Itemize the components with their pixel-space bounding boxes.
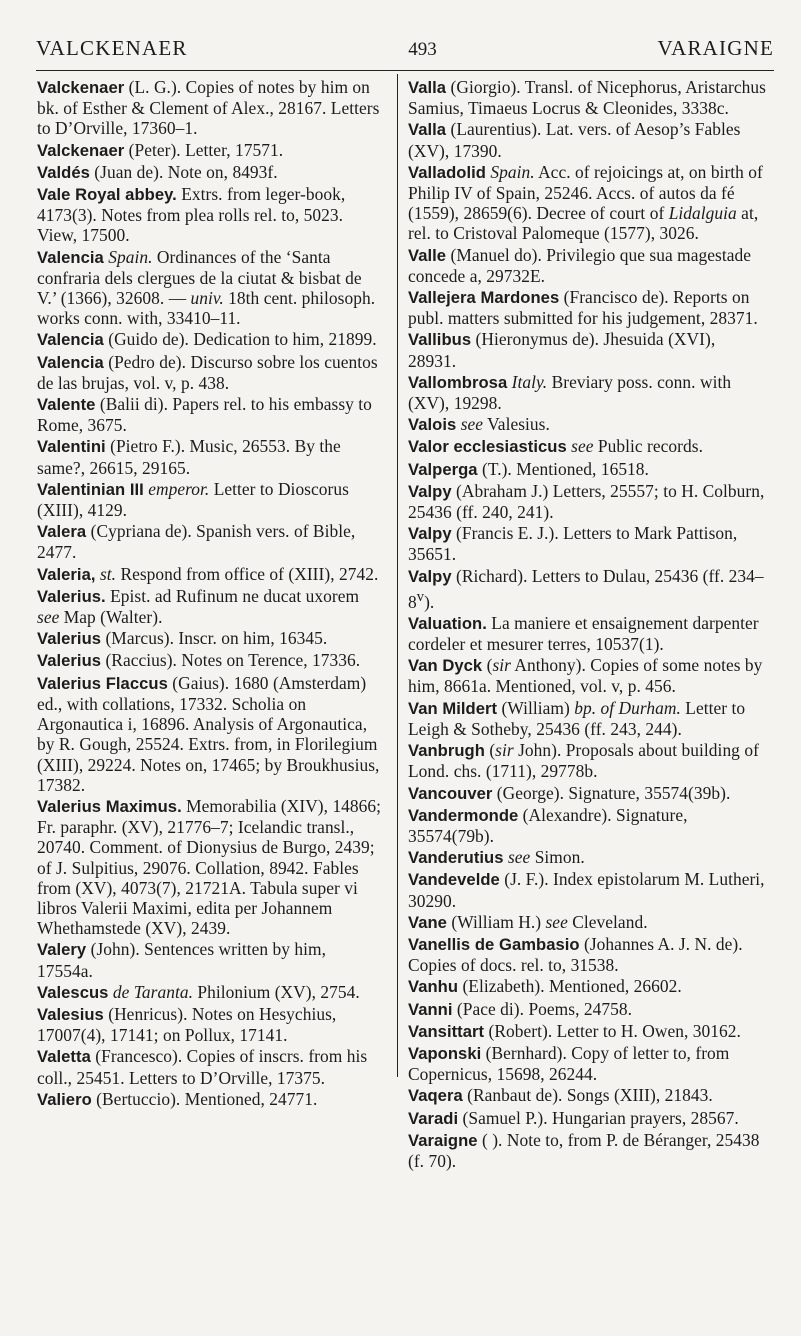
entry-headword: Valente: [37, 395, 96, 415]
entry-text: ( ). Note to, from P. de Béranger, 25438 (f. 70).: [408, 1129, 760, 1171]
entry-headword: Valckenaer: [37, 140, 125, 160]
entry-text: (Richard). Letters to Dulau, 25436 (ff. 234–8: [408, 565, 764, 612]
index-entry: [37, 628, 385, 649]
entry-headword: Valladolid: [408, 162, 486, 182]
entry-text: John). Proposals about building of Lond. chs. (1711), 29778b.: [408, 740, 759, 782]
index-entry: [37, 436, 385, 477]
entry-text: at, rel. to Cristoval Palomeque (1577), 3026.: [408, 203, 759, 244]
index-entry: [408, 329, 766, 370]
entry-text: (Samuel P.). Hungarian prayers, 28567.: [458, 1107, 739, 1128]
entry-headword: Van Dyck: [408, 656, 483, 676]
index-entry: [37, 673, 385, 795]
entry-text: emperor.: [148, 478, 210, 499]
index-entry: [408, 976, 766, 997]
entry-headword: Valpy: [408, 524, 452, 544]
header-right-word: VARAIGNE: [657, 36, 774, 60]
index-entry: [408, 847, 766, 868]
entry-text: (Giorgio). Transl. of Nicephorus, Aristarchus Samius, Timaeus Locrus & Cleonides, 3338c.: [408, 77, 766, 119]
entry-text: (Bernhard). Copy of letter to, from Copernicus, 15698, 26244.: [408, 1042, 730, 1085]
entry-text: Spain.: [490, 161, 535, 182]
index-entry: [408, 77, 766, 118]
entry-text: (Abraham J.) Letters, 25557; to H. Colburn, 25436 (ff. 240, 241).: [408, 480, 765, 523]
index-entry: [37, 479, 385, 520]
entry-headword: Valesius: [37, 1004, 104, 1024]
entry-text: (Peter). Letter, 17571.: [124, 139, 284, 160]
entry-headword: Vallibus: [408, 330, 472, 350]
header-left-word: VALCKENAER: [36, 36, 188, 60]
index-entry: [408, 805, 766, 846]
entry-text: (John). Sentences written by him, 17554a.: [37, 939, 327, 981]
entry-text: de Taranta.: [112, 981, 193, 1002]
index-entry: [408, 523, 766, 564]
index-entry: [408, 999, 766, 1020]
entry-headword: Varadi: [408, 1108, 459, 1128]
entry-text: ).: [424, 591, 435, 612]
entry-text: Italy.: [511, 371, 548, 392]
entry-text: Letter to Dioscorus (XIII), 4129.: [37, 478, 349, 521]
entry-text: Letter to Leigh & Sotheby, 25436 (ff. 243, 244).: [408, 697, 746, 739]
entry-headword: Valetta: [37, 1047, 91, 1067]
index-entry: [37, 140, 385, 161]
index-entry: [37, 162, 385, 183]
entry-text: (Francisco de). Reports on publ. matters submitted for his judgement, 28371.: [408, 287, 758, 329]
entry-text: bp. of Durham.: [574, 697, 681, 718]
index-entry: [37, 1004, 385, 1045]
index-entry: [408, 613, 766, 654]
entry-headword: Valerius Maximus.: [37, 796, 182, 816]
entry-text: (T.). Mentioned, 16518.: [477, 458, 649, 479]
entry-headword: Valerius: [37, 629, 102, 649]
entry-headword: Valentini: [37, 437, 106, 457]
entry-headword: Vancouver: [408, 783, 493, 803]
index-entry: [408, 869, 766, 910]
entry-text: (Francesco). Copies of inscrs. from his coll., 25451. Letters to D’Orville, 17375.: [37, 1046, 368, 1088]
entry-headword: Valeria,: [37, 564, 96, 584]
entry-headword: Vallombrosa: [408, 372, 508, 392]
entry-headword: Valentinian III: [37, 479, 144, 499]
index-entry: [37, 586, 385, 627]
entry-text: (Juan de). Note on, 8493f.: [89, 161, 278, 182]
entry-text: La maniere et ensaignement darpenter cordeler et mesurer terres, 10537(1).: [408, 612, 759, 655]
entry-text: see: [460, 414, 484, 435]
index-entry: [408, 698, 766, 739]
entry-text: Valesius.: [483, 414, 550, 435]
entry-headword: Valencia: [37, 352, 104, 372]
entry-headword: Valperga: [408, 459, 478, 479]
index-entry: [37, 939, 385, 980]
entry-text: (J. F.). Index epistolarum M. Lutheri, 30290.: [408, 869, 765, 911]
entry-text: (Ranbaut de). Songs (XIII), 21843.: [462, 1085, 713, 1106]
entry-text: see: [37, 607, 60, 628]
entry-text: (Elizabeth). Mentioned, 26602.: [458, 976, 682, 997]
page-number: 493: [408, 39, 437, 60]
entry-text: Ordinances of the ‘Santa confraria dels clergues de la ciutat & bisbat de V.’ (1366), 32608. —: [37, 246, 362, 309]
entry-text: Philonium (XV), 2754.: [192, 981, 360, 1002]
column-divider: [397, 74, 398, 1077]
entry-text: (Guido de). Dedication to him, 21899.: [103, 329, 377, 350]
header-rule: [36, 70, 774, 71]
entry-text: (Pace di). Poems, 24758.: [452, 998, 632, 1019]
entry-text: (Henricus). Notes on Hesychius, 17007(4), 17141; on Pollux, 17141.: [37, 1003, 337, 1046]
entry-headword: Valuation.: [408, 613, 487, 633]
index-entry: [408, 1085, 766, 1106]
entry-headword: Valera: [37, 522, 87, 542]
index-entry: [408, 566, 766, 612]
entry-text: (Hieronymus de). Jhesuida (XVI), 28931.: [408, 329, 716, 371]
index-entry: [408, 934, 766, 975]
entry-headword: Valpy: [408, 481, 452, 501]
index-entry: [408, 245, 766, 286]
index-entry: [408, 414, 766, 435]
index-entry: [37, 564, 385, 585]
entry-headword: Vanderutius: [408, 848, 504, 868]
entry-superscript: v: [416, 588, 425, 605]
entry-text: see: [545, 911, 568, 932]
entry-headword: Valor ecclesiasticus: [408, 437, 567, 457]
index-entry: [408, 119, 766, 160]
entry-text: (Alexandre). Signature, 35574(79b).: [408, 804, 688, 846]
index-entry: [37, 1089, 385, 1110]
entry-text: Breviary poss. conn. with (XV), 19298.: [408, 371, 732, 414]
index-entry: [37, 394, 385, 435]
entry-text: (George). Signature, 35574(39b).: [492, 782, 731, 803]
entry-text: Epist. ad Rufinum ne ducat uxorem: [105, 585, 360, 606]
entry-text: (: [482, 655, 493, 676]
entry-text: 18th cent. philosoph. works conn. with, 33410–11.: [37, 288, 376, 329]
entry-headword: Vallejera Mardones: [408, 288, 560, 308]
left-column: [37, 77, 385, 1111]
entry-headword: Vane: [408, 912, 447, 932]
entry-headword: Vandermonde: [408, 805, 519, 825]
entry-headword: Valencia: [37, 330, 104, 350]
entry-headword: Valescus: [37, 982, 109, 1002]
index-entry: [408, 655, 766, 696]
running-header: [36, 36, 774, 64]
entry-headword: Vanni: [408, 999, 453, 1019]
index-entry: [37, 1046, 385, 1087]
entry-headword: Valla: [408, 78, 447, 97]
entry-text: (Francis E. J.). Letters to Mark Pattison, 35651.: [408, 523, 738, 565]
entry-text: st.: [99, 563, 117, 584]
entry-text: Spain.: [108, 246, 153, 267]
entry-text: (Johannes A. J. N. de). Copies of docs. rel. to, 31538.: [408, 933, 743, 976]
entry-text: (Balii di). Papers rel. to his embassy to Rome, 3675.: [37, 394, 372, 436]
entry-headword: Valle: [408, 245, 447, 265]
entry-text: Public records.: [593, 436, 703, 457]
index-entry: [37, 352, 385, 393]
index-entry: [408, 740, 766, 781]
entry-headword: Valerius.: [37, 586, 106, 606]
entry-headword: Varaigne: [408, 1130, 478, 1150]
entry-text: (L. G.). Copies of notes by him on bk. of Esther & Clement of Alex., 28167. Letters to D’Orville, 17360–1.: [37, 77, 380, 139]
index-entry: [408, 1021, 766, 1042]
index-entry: [408, 1130, 766, 1171]
index-entry: [408, 912, 766, 933]
index-entry: [37, 77, 385, 139]
entry-headword: Valiero: [37, 1089, 92, 1109]
entry-headword: Valois: [408, 415, 457, 435]
entry-headword: Vaponski: [408, 1043, 482, 1063]
entry-text: Acc. of rejoicings at, on birth of Philip IV of Spain, 25246. Accs. of autos da fé (1559), 28659(6). Decree of court of: [408, 161, 763, 224]
index-entry: [408, 1043, 766, 1084]
entry-text: see: [507, 847, 531, 868]
index-entry: [37, 650, 385, 671]
entry-headword: Valerius Flaccus: [37, 673, 168, 693]
index-entry: [37, 247, 385, 329]
entry-headword: Valerius: [37, 651, 102, 671]
index-entry: [408, 481, 766, 522]
entry-text: (William): [497, 697, 575, 718]
index-entry: [37, 329, 385, 350]
index-entry: [37, 521, 385, 562]
index-entry: [408, 783, 766, 804]
entry-text: (Marcus). Inscr. on him, 16345.: [101, 628, 328, 649]
entry-headword: Valpy: [408, 566, 452, 586]
entry-text: Simon.: [530, 847, 585, 868]
entry-text: univ.: [190, 288, 224, 309]
index-entry: [37, 184, 385, 246]
entry-text: Cleveland.: [567, 911, 648, 932]
entry-text: (Raccius). Notes on Terence, 17336.: [101, 650, 361, 671]
entry-text: (William H.): [446, 911, 546, 932]
entry-text: Anthony). Copies of some notes by him, 8661a. Mentioned, vol. v, p. 456.: [408, 655, 763, 697]
entry-text: (Gaius). 1680 (Amsterdam) ed., with collations, 17332. Scholia on Argonautica i, 16896. Analysis of Argonautica, by R. Gough, 25524. Extrs. from, in Florilegium (XIII), 29224. Notes on, 17465; by Broukhusius, 17382.: [37, 672, 380, 795]
index-entry: [408, 162, 766, 244]
index-entry: [408, 459, 766, 480]
entry-text: (Pietro F.). Music, 26553. By the same?, 26615, 29165.: [37, 436, 341, 478]
index-entry: [408, 287, 766, 328]
entry-headword: Valdés: [37, 162, 90, 182]
entry-headword: Vansittart: [408, 1021, 485, 1041]
entry-text: Respond from office of (XIII), 2742.: [116, 563, 379, 584]
entry-text: see: [571, 436, 594, 457]
entry-text: (Laurentius). Lat. vers. of Aesop’s Fables (XV), 17390.: [408, 119, 741, 161]
entry-text: sir: [492, 655, 511, 676]
entry-text: (Bertuccio). Mentioned, 24771.: [91, 1088, 318, 1109]
entry-headword: Van Mildert: [408, 698, 498, 718]
index-entry: [408, 436, 766, 457]
entry-headword: Vanhu: [408, 977, 459, 997]
index-entry: [37, 982, 385, 1003]
entry-headword: Valla: [408, 120, 447, 140]
entry-text: Extrs. from leger-book, 4173(3). Notes from plea rolls rel. to, 5023. View, 17500.: [37, 184, 346, 246]
entry-text: (Cypriana de). Spanish vers. of Bible, 2477.: [37, 521, 356, 563]
entry-text: (Manuel do). Privilegio que sua magestade concede a, 29732E.: [408, 244, 752, 286]
entry-headword: Valencia: [37, 247, 104, 267]
right-column: [408, 77, 766, 1172]
entry-text: (: [484, 740, 496, 761]
entry-headword: Vandevelde: [408, 870, 500, 890]
entry-text: (Pedro de). Discurso sobre los cuentos de las brujas, vol. v, p. 438.: [37, 351, 378, 393]
entry-headword: Valery: [37, 940, 87, 960]
entry-headword: Valckenaer: [37, 78, 125, 97]
entry-text: sir: [495, 740, 514, 761]
index-entry: [408, 1108, 766, 1129]
index-entry: [37, 796, 385, 938]
entry-headword: Vale Royal abbey.: [37, 185, 177, 205]
entry-text: Lidalguia: [668, 203, 737, 224]
index-entry: [408, 372, 766, 413]
entry-text: (Robert). Letter to H. Owen, 30162.: [484, 1020, 741, 1041]
entry-headword: Vanellis de Gambasio: [408, 934, 580, 954]
entry-headword: Vanbrugh: [408, 741, 485, 761]
entry-text: Memorabilia (XIV), 14866; Fr. paraphr. (XV), 21776–7; Icelandic transl., 20740. Comment. of Dionysius de Burgo, 2439; of J. Sulpitius, 29076. Collation, 8942. Fables from (XV), 4073(7), 21721A. Tabula super vi libros Valerii Maximi, edita per Johannem Whethamstede (XV), 2439.: [37, 795, 382, 939]
entry-headword: Vaqera: [408, 1086, 463, 1106]
entry-text: Map (Walter).: [59, 607, 163, 628]
